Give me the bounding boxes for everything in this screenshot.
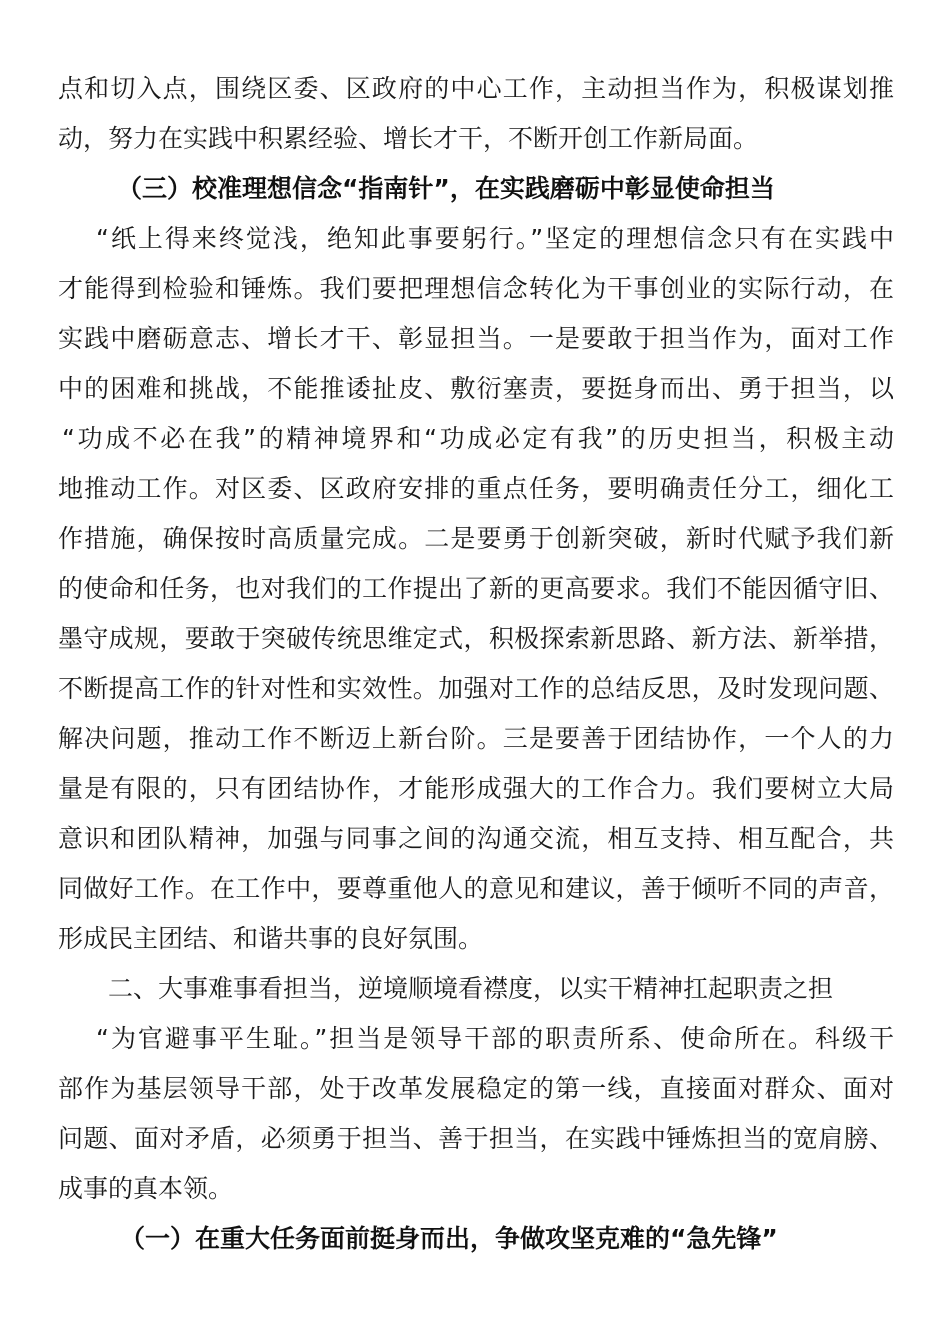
text-line: 地推动工作。对区委、区政府安排的重点任务，要明确责任分工，细化工 — [58, 474, 894, 503]
text-line: 墨守成规，要敢于突破传统思维定式，积极探索新思路、新方法、新举措， — [58, 624, 894, 653]
text-line: 点和切入点，围绕区委、区政府的中心工作，主动担当作为，积极谋划推 — [58, 74, 894, 103]
text-line: 部作为基层领导干部，处于改革发展稳定的第一线，直接面对群众、面对 — [58, 1074, 894, 1103]
paragraph-first-line: “纸上得来终觉浅，绝知此事要躬行。”坚定的理想信念只有在实践中 — [96, 224, 894, 253]
text-line: 动，努力在实践中积累经验、增长才干，不断开创工作新局面。 — [58, 124, 759, 153]
text-line: 量是有限的，只有团结协作，才能形成强大的工作合力。我们要树立大局 — [58, 774, 894, 803]
paragraph-first-line: “为官避事平生耻。”担当是领导干部的职责所系、使命所在。科级干 — [96, 1024, 894, 1053]
text-line: 意识和团队精神，加强与同事之间的沟通交流，相互支持、相互配合，共 — [58, 824, 894, 853]
text-line: 解决问题，推动工作不断迈上新台阶。三是要善于团结协作，一个人的力 — [58, 724, 894, 753]
text-line: 问题、面对矛盾，必须勇于担当、善于担当，在实践中锤炼担当的宽肩膀、 — [58, 1124, 894, 1153]
text-line: 成事的真本领。 — [58, 1174, 234, 1203]
text-line: 不断提高工作的针对性和实效性。加强对工作的总结反思，及时发现问题、 — [58, 674, 894, 703]
text-line: 实践中磨砺意志、增长才干、彰显担当。一是要敢于担当作为，面对工作 — [58, 324, 894, 353]
section-heading: （一）在重大任务面前挺身而出，争做攻坚克难的“急先锋” — [120, 1224, 778, 1253]
text-line: 作措施，确保按时高质量完成。二是要勇于创新突破，新时代赋予我们新 — [58, 524, 894, 553]
text-line: 形成民主团结、和谐共事的良好氛围。 — [58, 924, 484, 953]
chapter-heading: 二、大事难事看担当，逆境顺境看襟度，以实干精神扛起职责之担 — [108, 974, 834, 1003]
text-line: “功成不必在我”的精神境界和“功成必定有我”的历史担当，积极主动 — [62, 424, 894, 453]
text-line: 中的困难和挑战，不能推诿扯皮、敷衍塞责，要挺身而出、勇于担当，以 — [58, 374, 894, 403]
text-line: 才能得到检验和锤炼。我们要把理想信念转化为干事创业的实际行动，在 — [58, 274, 894, 303]
section-heading: （三）校准理想信念“指南针”，在实践磨砺中彰显使命担当 — [117, 174, 775, 203]
text-line: 同做好工作。在工作中，要尊重他人的意见和建议，善于倾听不同的声音， — [58, 874, 894, 903]
text-line: 的使命和任务，也对我们的工作提出了新的更高要求。我们不能因循守旧、 — [58, 574, 894, 603]
